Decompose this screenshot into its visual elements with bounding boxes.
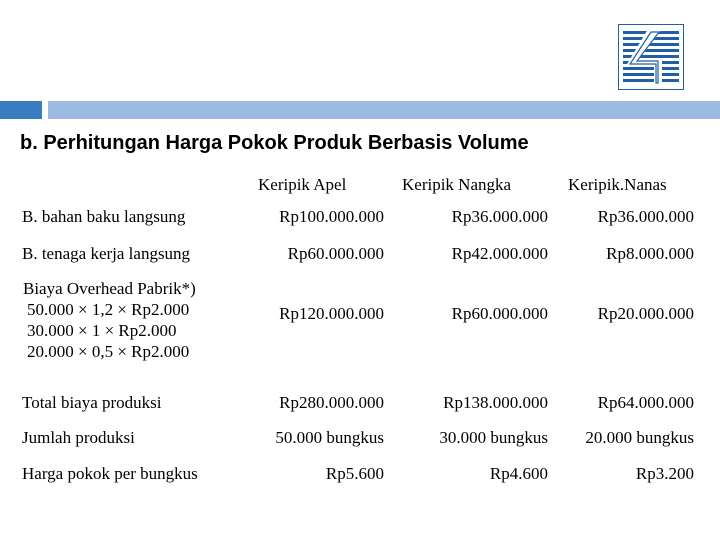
- cell-bahan-baku-apel: Rp100.000.000: [279, 207, 384, 226]
- row-label-total-biaya: Total biaya produksi: [22, 393, 162, 412]
- cell-overhead-nanas: Rp20.000.000: [597, 304, 694, 323]
- cell-overhead-apel: Rp120.000.000: [279, 304, 384, 323]
- cell-tenaga-kerja-apel: Rp60.000.000: [287, 244, 384, 263]
- cell-total-nangka: Rp138.000.000: [443, 393, 548, 412]
- cell-harga-pokok-nangka: Rp4.600: [489, 464, 548, 483]
- row-label-overhead-block: [23, 278, 196, 362]
- col-header-keripik-nanas: Keripik.Nanas: [568, 175, 667, 194]
- slide-title: b. Perhitungan Harga Pokok Produk Berbasis Volume: [20, 132, 529, 154]
- col-header-keripik-apel: Keripik Apel: [258, 175, 347, 194]
- row-label-jumlah-produksi: Jumlah produksi: [22, 428, 135, 447]
- overhead-calc-apel: 50.000 × 1,2 × Rp2.000: [27, 300, 190, 319]
- cell-total-nanas: Rp64.000.000: [597, 393, 694, 412]
- row-label-overhead: Biaya Overhead Pabrik*): [23, 279, 196, 298]
- cell-bahan-baku-nangka: Rp36.000.000: [451, 207, 548, 226]
- cell-harga-pokok-apel: Rp5.600: [325, 464, 384, 483]
- row-label-bahan-baku: B. bahan baku langsung: [22, 207, 186, 226]
- row-label-tenaga-kerja: B. tenaga kerja langsung: [22, 244, 191, 263]
- col-header-keripik-nangka: Keripik Nangka: [402, 175, 512, 194]
- header-accent-bar: [48, 101, 720, 119]
- cell-jumlah-apel: 50.000 bungkus: [275, 428, 384, 447]
- cell-bahan-baku-nanas: Rp36.000.000: [597, 207, 694, 226]
- cell-total-apel: Rp280.000.000: [279, 393, 384, 412]
- cell-jumlah-nangka: 30.000 bungkus: [439, 428, 548, 447]
- cell-jumlah-nanas: 20.000 bungkus: [585, 428, 694, 447]
- overhead-calc-nanas: 20.000 × 0,5 × Rp2.000: [27, 342, 190, 361]
- row-label-harga-pokok: Harga pokok per bungkus: [22, 464, 198, 483]
- header-accent-square: [0, 101, 42, 119]
- cell-overhead-nangka: Rp60.000.000: [451, 304, 548, 323]
- cell-harga-pokok-nanas: Rp3.200: [635, 464, 694, 483]
- 4-shaped-logo-icon: [618, 24, 684, 90]
- overhead-calc-nangka: 30.000 × 1 × Rp2.000: [27, 321, 177, 340]
- cell-tenaga-kerja-nanas: Rp8.000.000: [606, 244, 694, 263]
- cell-tenaga-kerja-nangka: Rp42.000.000: [451, 244, 548, 263]
